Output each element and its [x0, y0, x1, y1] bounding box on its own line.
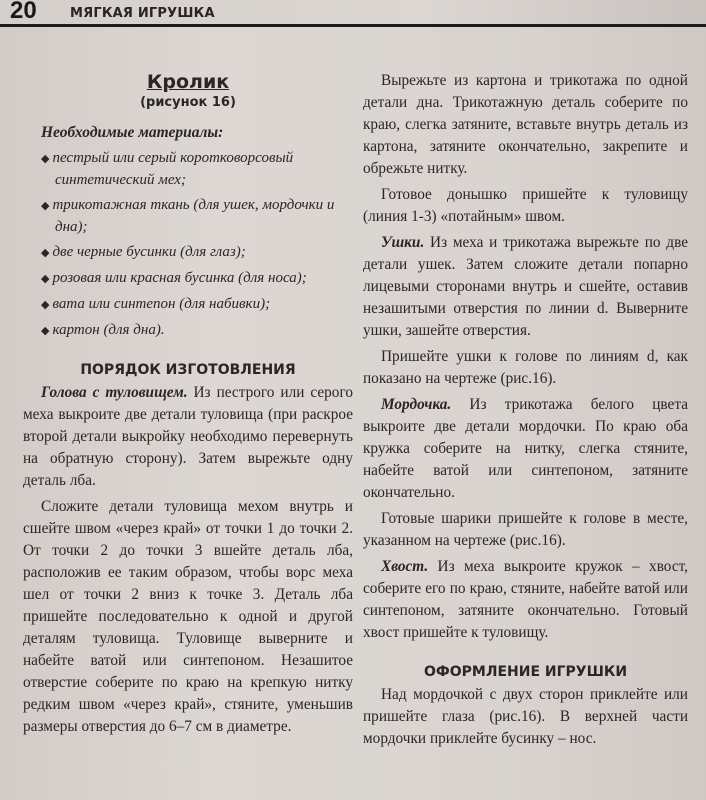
diamond-bullet-icon: ◆ [41, 325, 50, 337]
decoration-heading: ОФОРМЛЕНИЕ ИГРУШКИ [423, 664, 628, 680]
list-item: ◆ картон (для дна). [41, 322, 165, 338]
page-number: 20 [10, 0, 37, 24]
paragraph-head-body: Голова с туловищем. Из пестрого или серого меха выкроите две детали туловища (при раскрое второй детали выкройку необходимо перевернуть на обратную сторону). Затем вырежьте одну деталь лба. [23, 384, 353, 489]
page-header [0, 0, 706, 27]
paragraph-runin: Голова с туловищем. [41, 384, 188, 401]
running-title: МЯГКАЯ ИГРУШКА [70, 6, 215, 21]
article-subtitle: (рисунок 16) [140, 95, 236, 110]
list-item: ◆ две черные бусинки (для глаз); [41, 244, 246, 260]
list-item: ◆ вата или синтепон (для набивки); [41, 296, 271, 312]
paragraph-muzzle: Мордочка. Из трикотажа белого цвета выкроите две детали мордочки. По краю оба кружка соберите на нитку, слегка стяните, набейте ватой или синтепоном, затяните окончательно. [363, 396, 688, 501]
paragraph-runin: Хвост. [381, 558, 429, 575]
paragraph-bottom-attach: Готовое донышко пришейте к туловищу (линия 1-3) «потайным» швом. [363, 186, 688, 225]
procedure-heading: ПОРЯДОК ИЗГОТОВЛЕНИЯ [80, 362, 296, 378]
diamond-bullet-icon: ◆ [41, 153, 50, 165]
right-column [363, 70, 688, 750]
paragraph-runin: Ушки. [381, 234, 425, 251]
diamond-bullet-icon: ◆ [41, 247, 50, 259]
paragraph-tail: Хвост. Из меха выкроите кружок – хвост, соберите его по краю, стяните, набейте ватой или синтепоном, затяните окончательно. Готовый хвост пришейте к туловищу. [363, 558, 688, 641]
left-column [23, 70, 353, 738]
paragraph-ears: Ушки. Из меха и трикотажа вырежьте по две детали ушек. Затем сложите детали попарно лицевыми сторонами внутрь и сшейте, оставив незашитыми отверстия по линии d. Выверните ушки, зашейте отверстия. [363, 234, 688, 339]
paragraph-bottom: Вырежьте из картона и трикотажа по одной детали дна. Трикотажную деталь соберите по краю, слегка затяните, вставьте внутрь деталь из картона, затяните окончательно, закрепите и обрежьте нитку. [363, 72, 688, 177]
paragraph-decoration: Над мордочкой с двух сторон приклейте или пришейте глаза (рис.16). В верхней части мордочки приклейте бусинку – нос. [363, 686, 688, 747]
materials-heading: Необходимые материалы: [41, 124, 224, 141]
materials-list [23, 148, 353, 342]
article-title: Кролик [146, 71, 230, 93]
paragraph-muzzle-attach: Готовые шарики пришейте к голове в месте, указанном на чертеже (рис.16). [363, 510, 688, 549]
list-item: ◆ трикотажная ткань (для ушек, мордочки и дна); [41, 197, 335, 235]
diamond-bullet-icon: ◆ [41, 299, 50, 311]
paragraph-sewing: Сложите детали туловища мехом внутрь и сшейте швом «через край» от точки 1 до точки 2. От точки 2 до точки 3 вшейте деталь лба, расположив ее таким образом, чтобы ворс меха шел от точки 2 вниз к точке 3. Деталь лба пришейте последовательно к одной и другой деталям туловища. Туловище выверните и набейте ватой или синтепоном. Незашитое отверстие соберите по краю на крепкую нитку редким швом «через край», стяните, уменьшив размеры отверстия до 6–7 см в диаметре. [23, 498, 353, 735]
list-item: ◆ пестрый или серый коротковорсовый синтетический мех; [41, 150, 294, 188]
diamond-bullet-icon: ◆ [41, 200, 50, 212]
paragraph-runin: Мордочка. [381, 396, 452, 413]
diamond-bullet-icon: ◆ [41, 273, 50, 285]
paragraph-ears-attach: Пришейте ушки к голове по линиям d, как показано на чертеже (рис.16). [363, 348, 688, 387]
list-item: ◆ розовая или красная бусинка (для носа); [41, 270, 307, 286]
